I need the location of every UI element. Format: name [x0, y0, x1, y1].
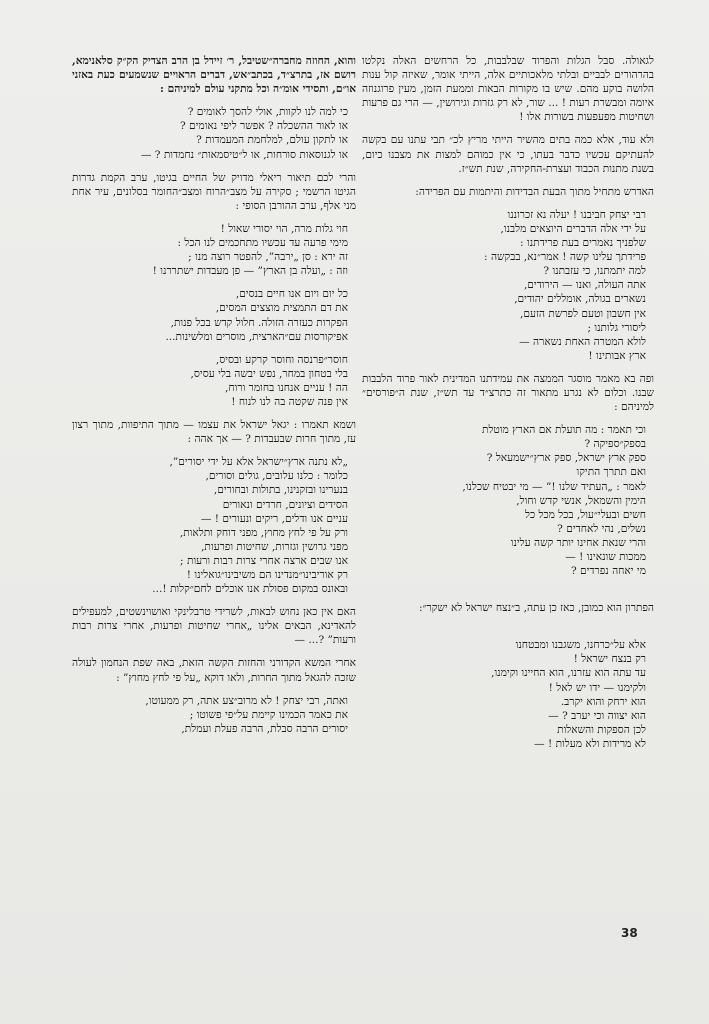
- left-column: [72, 54, 356, 745]
- poem-line: ליסורי גלותנו ;: [587, 321, 646, 334]
- poem-line: בנערינו ובזקנינו, בתולות ובחורים,: [213, 484, 348, 497]
- poem-stanza: [72, 353, 356, 409]
- poem-line: שלפניך נאמרים בעת פרידתנו :: [520, 237, 646, 250]
- poem-line: זה ירא : סן „ירבה”, להפטר רוצה מנו ;: [188, 251, 348, 264]
- paragraph: והרי לכם תיאור ריאלי מדויק של החיים בגיטו, ערב הקמת גדרות הגיטו הרשמי ; סקירה על מצב״הרוח ומצב״החומר בסלונים, עיר אחת מני אלף, ערב ההורבן הסופי :: [72, 171, 356, 212]
- poem-line: רק בנצח ישראל !: [573, 653, 646, 666]
- poem-line: אלא על״כרחנו, משגבנו ומבטחנו: [515, 639, 646, 652]
- paragraph: אחרי המשא הקדורני והחזות הקשה הזאת, באה שפת הנחמון לעולה שזכה להגאל מתוך החרות, ולאו דוקא „על פי לחץ מחוץ” :: [72, 657, 356, 684]
- poem-stanza: [362, 208, 654, 363]
- poem-line: נשלים, נהי לאחדים ?: [557, 522, 646, 535]
- spacer: [362, 624, 654, 638]
- poem-line: ולקימנו — ידו יש לאל !: [548, 681, 646, 694]
- poem-line: ואם תתרך התיקו: [576, 466, 646, 479]
- right-column: [362, 54, 654, 760]
- poem-line: כי למה לנו לקוות, אולי להסך לאומים ?: [187, 106, 348, 119]
- poem-line: את כאמר הכמינו קיימת על״פי פשוטו ;: [189, 708, 348, 721]
- paragraph: הפתרון הוא כמובן, כאז כן עתה, ב״נצח ישראל לא ישקר״:: [418, 602, 654, 615]
- poem-line: פרידתך עלינו קשה ! אמר״נא, בבקשה :: [484, 251, 646, 264]
- poem-line: „לא נתנה ארץ״ישראל אלא על ידי יסורים”,: [169, 456, 348, 469]
- poem-stanza: [72, 694, 356, 736]
- poem-line: הה ! עניים אנחנו בחומר ורוח,: [225, 381, 348, 394]
- poem-line: או לאור ההשכלה ? אפשר ליפי נאומים ?: [180, 120, 348, 133]
- poem-line: ורק על פי לחץ מחוץ, מפני דוחק ותלאות,: [179, 526, 348, 539]
- poem-line: מפני גרושין וגזרות, שחיטות ופרעות,: [201, 540, 348, 553]
- poem-stanza: [72, 455, 356, 596]
- poem-line: וכי תאמר : מה תועלת אם הארץ מוטלת: [481, 424, 646, 437]
- poem-line: כל יום ויום אנו חיים בנסים,: [235, 288, 348, 301]
- paragraph: לגאולה. סבל הגלות והפרוד שבלבבות, כל הרחשים האלה נקלטו בהרהורים לבביים ובלתי מלאכותיים אלה, הייתי אומר, שאיזה קול ענות הלושה בוקע מהם. שיש בו מקורות הבאות וממעת הזמן, מעין פרוגנוזה איומה ומבשרת רעות ! ... שור, לא רק גזרות וגירושין, — הרי גם פרעות ושחיטות מפעפעות בשורות אלו !: [362, 55, 654, 124]
- poem-line: ספק ארץ ישראל, ספק ארץ״ישמעאל ?: [486, 452, 646, 465]
- poem-line: ואתה, רבי יצחק ! לא מרוב״צע אתה, רק ממעוטו,: [145, 694, 348, 707]
- poem-line: אין חשבון וטעם לפרשת הזעם,: [520, 307, 646, 320]
- poem-line: על ידי אלה הדברים היוצאים מלבנו,: [500, 222, 646, 235]
- poem-line: אנו שבים ארצה אחרי צרות רבות ורעות ;: [180, 554, 348, 567]
- paragraph: האדרש מתחיל מתוך הבעת הבדידות והיתמות עם הפרידה:: [415, 185, 654, 198]
- poem-line: מי יאחה נפרדים ?: [570, 565, 646, 578]
- paragraph: ולא עוד, אלא כמה בתים מהשיר הייתי מריץ לכ״ תבי עתנו עם בקשה להעתיקם עכשיו כדבר בעתו, כי אין כמוהם למצות את מצבנו כיום, בשנת מתנות הכבוד ועצרת-החקירה, שנת תש״ז.: [362, 134, 654, 175]
- poem-line: הוא יצווה וכי יערב ? —: [548, 709, 646, 722]
- poem-line: עניים אנו ודלים, ריקים ונעורים ! —: [200, 512, 348, 525]
- poem-line: נשארים בגולה, אומללים יהודים,: [514, 293, 646, 306]
- poem-line: חשים ובעלי״עול, בכל מכל כל: [524, 508, 646, 521]
- paragraph: והוא, החוזה מחברה״שטיבל, ר׳ זיידל בן הרב הצדיק הק״ק סלאנימא, רושם אז, בתרצ״ד, בכתב״אש, דברים הראויים שנשמעים כעת באזני או״ם, ותסידי אומ״ה וכל מתקני עולם למיניהם :: [72, 55, 356, 96]
- poem-line: חוי גלות מרה, הוי יסורי שאול !: [220, 222, 348, 235]
- poem-line: לולא המטרה האחת נשארה —: [519, 335, 646, 348]
- poem-line: עד עתה הוא עזרנו, הוא החיינו וקימנו,: [491, 667, 646, 680]
- poem-stanza: [72, 222, 356, 278]
- poem-line: או לתקון עולם, למלחמת המעמדות ?: [196, 134, 348, 147]
- poem-line: רק אוריבינו״מנדינו הם משיבינו״גואלינו !: [186, 569, 348, 581]
- poem-line: למה יתמתנו, כי עזבתנו ?: [543, 265, 646, 278]
- poem-stanza: [72, 105, 356, 161]
- poem-line: לא מרידות ולא מעלות ! —: [534, 737, 646, 750]
- poem-stanza: [362, 423, 654, 578]
- poem-line: ובאונס במקום פסולת אנו אוכלים לחם״קלות !...: [152, 583, 348, 596]
- poem-line: בלי בטחון במחר, נפש יבשה בלי עסיס,: [190, 367, 348, 380]
- poem-line: כלומר : כלנו עלובים, גולים וסורים,: [205, 470, 348, 483]
- page-number: 38: [621, 926, 638, 940]
- poem-line: בספק״ספיקה ?: [584, 438, 646, 451]
- poem-line: או לגנוסאות סורחות, או ל״טיסמאות״ נחמדות ? —: [140, 148, 348, 161]
- poem-line: הימין והשמאל, אנשי קדש וחול,: [516, 494, 646, 507]
- poem-line: אין פנה שקטה בה לנו לנוח !: [231, 395, 348, 408]
- poem-line: אתה העולה, ואנו — הירודים,: [523, 279, 646, 292]
- spacer: [362, 587, 654, 601]
- poem-line: והרי שנאת אחינו יותר קשה עלינו: [510, 536, 646, 549]
- poem-line: וזה : „ועלה בן הארץ” — פן מעבדות ישתררנו !: [152, 265, 348, 278]
- paragraph: ופה בא מאמר מוסגר הממצה את עמידתנו המדינית לאור פרוד הלבבות שבנו. וכלום לא נגרע מתאור זה כתרצ״ד עד תש״ז, שנת ה״פורסים״ למיניהם :: [362, 372, 654, 414]
- poem-stanza: [362, 638, 654, 751]
- poem-line: חוסר״פרנסה וחוסר קרקע ובסיס,: [215, 353, 348, 366]
- poem-line: הסידים וציונים, חרדים ונאורים: [222, 498, 348, 511]
- poem-line: לכן הספקות והשאלות: [557, 723, 646, 736]
- poem-line: אפיקורסות עם״הארצית, מוסרים ומלשינות...: [165, 330, 348, 343]
- poem-stanza: [72, 287, 356, 343]
- poem-line: ארץ אבותינו !: [588, 349, 646, 362]
- poem-line: לאמר : „העתיד שלנו !” — מי יבטיח שכלנו,: [462, 480, 646, 493]
- poem-line: מימי פרעה עד עכשיו מתחכמים לנו הכל :: [177, 237, 348, 250]
- poem-line: הוא ירחק והוא יקרב.: [560, 695, 646, 708]
- poem-line: יסורים הרבה סבלת, הרבה פעלת ועמלת,: [181, 722, 348, 735]
- poem-line: הפקרות כעזרה הזולה. חלול קדש בכל פנות,: [170, 316, 348, 329]
- poem-line: את דם התמצית מוצצים המסים,: [215, 302, 348, 315]
- poem-line: ממכות שונאינו ! —: [565, 551, 646, 563]
- paragraph: ושמא תאמרו : יגאל ישראל את עצמו — מתוך התיפוות, מתוך רצון עז, מתוך חרות שבעבדות ? — אך אהה :: [72, 419, 356, 446]
- poem-line: רבי יצחק חביבנו ! יעלה נא זכרוננו: [507, 208, 646, 221]
- paragraph: האם אין כאן נחוש לבאות, לשרידי טרבלינקי ואושוינשטים, למעפילים להאדינא, הבאים אלינו „אחרי שחיטות ופרעות, אחרי צרות רבות ורעות” ?... —: [72, 606, 356, 647]
